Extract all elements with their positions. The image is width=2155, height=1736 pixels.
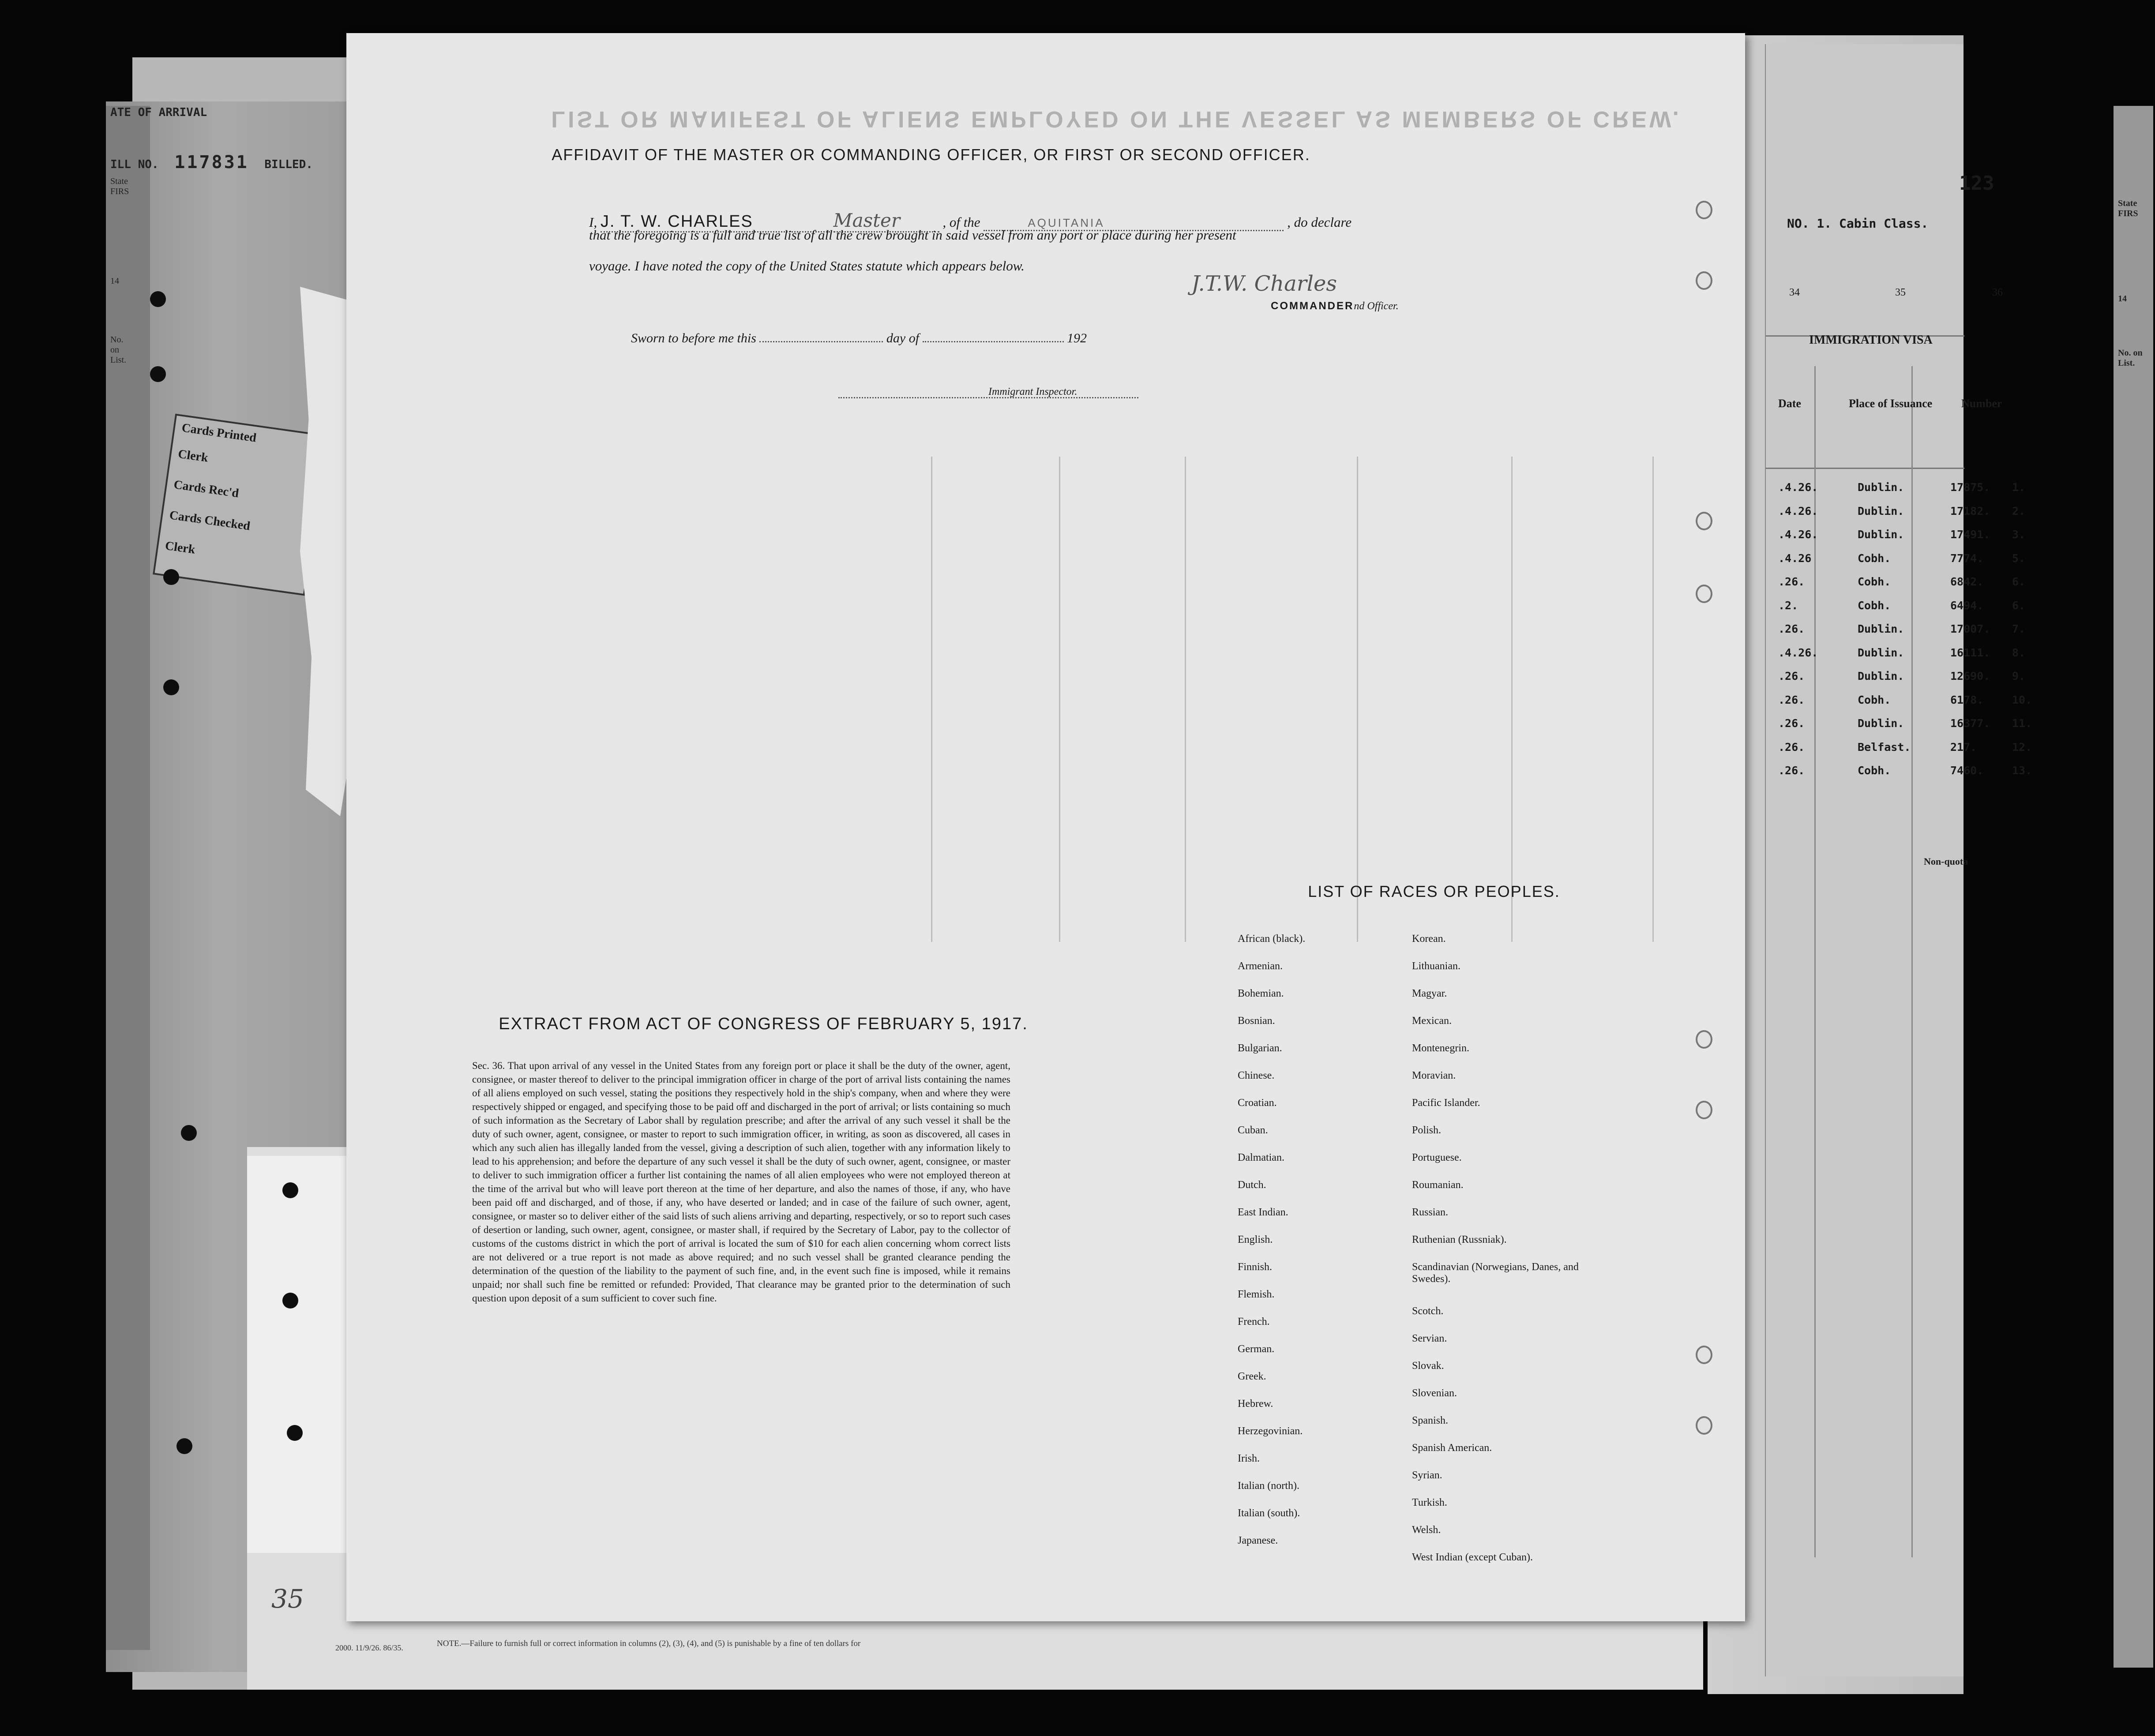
visa-header: IMMIGRATION VISA: [1809, 333, 1933, 347]
visa-line-number: 3.: [2012, 528, 2026, 541]
footer-note: NOTE.—Failure to furnish full or correct information in columns (2), (3), (4), and (5) is punishable by a fine of ten dollars for: [437, 1639, 861, 1648]
ring-hole: [1696, 201, 1712, 219]
race-item: Dalmatian.: [1238, 1152, 1284, 1163]
visa-number: 17491.: [1950, 528, 1990, 541]
visa-line-number: 9.: [2012, 670, 2026, 682]
ring-hole: [1696, 1416, 1712, 1435]
visa-line-number: 10.: [2012, 693, 2032, 706]
race-item: Spanish American.: [1412, 1442, 1492, 1454]
race-item: Finnish.: [1238, 1261, 1273, 1273]
do-declare: , do declare: [1287, 214, 1352, 230]
visa-place: Belfast.: [1858, 740, 1911, 754]
race-item: English.: [1238, 1234, 1273, 1245]
visa-date: .26.: [1778, 717, 1805, 730]
stamp-line-3: Cards Rec'd: [173, 477, 240, 501]
race-item: African (black).: [1238, 933, 1306, 945]
visa-number: 7460.: [1950, 764, 1984, 777]
binder-hole: [287, 1425, 303, 1441]
visa-date: .26.: [1778, 740, 1805, 754]
race-item: Cuban.: [1238, 1125, 1268, 1136]
col-14-label: 14: [110, 276, 119, 286]
race-item: Hebrew.: [1238, 1398, 1273, 1410]
race-item: Japanese.: [1238, 1535, 1278, 1546]
race-item: Greek.: [1238, 1371, 1266, 1382]
race-item: Bosnian.: [1238, 1015, 1275, 1027]
rank-handwritten: Master: [833, 210, 939, 232]
visa-date: .4.26.: [1778, 646, 1818, 659]
stamp-line-5: Clerk: [164, 539, 196, 557]
race-item: Dutch.: [1238, 1179, 1266, 1191]
ring-hole: [1696, 1101, 1712, 1119]
visa-date: .2.: [1778, 599, 1798, 612]
race-item: Roumanian.: [1412, 1179, 1464, 1191]
visa-place: Dublin.: [1858, 622, 1904, 635]
binder-hole: [176, 1438, 192, 1454]
binder-hole: [163, 679, 179, 695]
signature-caption: [1271, 300, 1399, 312]
race-item: German.: [1238, 1343, 1275, 1355]
visa-line-number: 11.: [2012, 717, 2032, 730]
visa-line-number: 8.: [2012, 646, 2026, 659]
officer-suffix: nd Officer.: [1354, 300, 1399, 312]
binder-hole: [150, 366, 166, 382]
master-name: J. T. W. CHARLES: [601, 212, 830, 232]
state-label: State: [110, 176, 128, 186]
race-item: Mexican.: [1412, 1015, 1452, 1027]
visa-line-number: 12.: [2012, 740, 2032, 754]
ruling-line: [1059, 457, 1060, 942]
ring-hole: [1696, 512, 1712, 530]
race-item: Scandinavian (Norwegians, Danes, and Swedes).: [1412, 1261, 1579, 1285]
race-item: Russian.: [1412, 1207, 1449, 1218]
ruling-line: [1185, 457, 1186, 942]
race-item: Magyar.: [1412, 988, 1447, 999]
visa-line-number: 2.: [2012, 504, 2026, 517]
extract-text: Sec. 36. That upon arrival of any vessel in the United States from any foreign port or place it shall be the duty of the owner, agent, consignee, or master thereof to deliver to the principal immigration officer in charge of the port of arrival lists containing the names of all aliens employed on such vessel, stating the positions they respectively hold in the ship's company, when and where they were respectively shipped or engaged, and specifying those to be paid off and discharged in the port of arrival; or lists containing so much of such information as the Secretary of Labor shall by regulation prescribe; and after the arrival of any such vessel it shall be the duty of such owner, agent, consignee, or master to report to such immigration officer, in writing, as soon as discovered, all cases in which any such alien has illegally landed from the vessel, giving a description of such alien, together with any information likely to lead to his apprehension; and before the departure of any such vessel it shall be the duty of such owner, agent, consignee, or master to deliver to such immigration officer a further list containing the names of all alien employees who were not employed thereon at the time of the arrival but who will leave port thereon at the time of her departure, and also the names of those, if any, who have been paid off and discharged, and of those, if any, who have deserted or landed; and in case of the failure of such owner, agent, consignee, or master so to deliver either of the said lists of such aliens arriving and departing, respectively, or so to report such cases of desertion or landing, such owner, agent, consignee, or master shall, if required by the Secretary of Labor, pay to the collector of customs of the customs district in which the port of arrival is located the sum of $10 for each alien concerning whom correct lists are not delivered or a true report is not made as above required; and no such vessel shall be granted clearance pending the determination of the question of the liability to the payment of such fine, and, in the event such fine is imposed, while it remains unpaid; nor shall such fine be remitted or refunded: Provided, That clearance may be granted prior to the determination of such question upon deposit of a sum sufficient to cover such fine.: [472, 1060, 1010, 1304]
affidavit-sheet: [346, 33, 1745, 1621]
binder-hole: [282, 1182, 298, 1198]
race-item: Spanish.: [1412, 1415, 1449, 1426]
race-item: Herzegovinian.: [1238, 1425, 1303, 1437]
visa-number: 6178.: [1950, 693, 1984, 706]
visa-col-place: Place of Issuance: [1849, 397, 1933, 410]
visa-line-number: 6.: [2012, 575, 2026, 588]
sworn-blank: [759, 341, 883, 342]
stamp-line-2: Clerk: [177, 447, 209, 465]
race-item: Flemish.: [1238, 1289, 1275, 1300]
visa-date: .4.26: [1778, 551, 1812, 565]
race-item: Italian (north).: [1238, 1480, 1299, 1492]
right-state-label: State: [2118, 199, 2137, 208]
sworn-line: [631, 331, 1087, 346]
corner-mark: 35: [271, 1584, 304, 1614]
race-item: Welsh.: [1412, 1524, 1441, 1536]
races-title: LIST OF RACES OR PEOPLES.: [1308, 882, 1560, 900]
visa-place: Cobh.: [1858, 693, 1891, 706]
affidavit-line-3: voyage. I have noted the copy of the United States statute which appears below.: [589, 258, 1025, 274]
affidavit-title: AFFIDAVIT OF THE MASTER OR COMMANDING OFFICER, OR FIRST OR SECOND OFFICER.: [552, 146, 1310, 164]
visa-number: 16111.: [1950, 646, 1990, 659]
affidavit-i: I,: [589, 214, 597, 230]
visa-number: 7774.: [1950, 551, 1984, 565]
of-the: , of the: [942, 214, 980, 230]
race-item: Pacific Islander.: [1412, 1097, 1480, 1109]
visa-col-number: Number: [1961, 397, 2002, 410]
visa-place: Dublin.: [1858, 646, 1904, 659]
ring-hole: [1696, 585, 1712, 603]
race-item: Scotch.: [1412, 1305, 1444, 1317]
race-item: Ruthenian (Russniak).: [1412, 1234, 1507, 1245]
race-item: Portuguese.: [1412, 1152, 1462, 1163]
right-firs-label: FIRS: [2118, 209, 2138, 218]
bleed-through-title: LIST OR MANIFEST OF ALIENS EMPLOYED ON THE VESSEL AS MEMBERS OF CREW.: [551, 106, 1682, 132]
stamp-line-1: Cards Printed: [180, 421, 257, 445]
race-item: French.: [1238, 1316, 1270, 1327]
bill-no-line: [110, 152, 313, 172]
ring-hole: [1696, 1346, 1712, 1364]
race-item: Chinese.: [1238, 1070, 1275, 1081]
date-of-arrival-label: ATE OF ARRIVAL: [110, 106, 207, 119]
visa-number: 16377.: [1950, 717, 1990, 730]
race-item: Bulgarian.: [1238, 1042, 1282, 1054]
visa-line-number: 6.: [2012, 599, 2026, 612]
right-side-labels: [2118, 199, 2153, 368]
visa-date: .26.: [1778, 670, 1805, 682]
race-item: East Indian.: [1238, 1207, 1288, 1218]
visa-number: 12690.: [1950, 670, 1990, 682]
stamp-line-4: Cards Checked: [169, 508, 251, 533]
binder-hole: [163, 569, 179, 585]
race-item: Slovenian.: [1412, 1387, 1457, 1399]
visa-date: .26.: [1778, 575, 1805, 588]
visa-number: 17182.: [1950, 504, 1990, 517]
billed-label: BILLED.: [264, 158, 313, 171]
firs-label: FIRS: [110, 187, 129, 196]
binder-hole: [181, 1125, 197, 1141]
sworn-label: Sworn to before me this: [631, 331, 756, 345]
race-item: Irish.: [1238, 1453, 1260, 1464]
bill-no-label: ILL NO.: [110, 158, 159, 171]
right-no-on-list-label: No. on List.: [2118, 348, 2143, 368]
visa-number: 217.: [1950, 740, 1977, 754]
bill-no: 117831: [174, 152, 249, 172]
race-item: Korean.: [1412, 933, 1446, 945]
ruling-line: [1511, 457, 1513, 942]
visa-date: .26.: [1778, 764, 1805, 777]
visa-number: 17007.: [1950, 622, 1990, 635]
race-item: Armenian.: [1238, 960, 1283, 972]
visa-line-number: 5.: [2012, 551, 2026, 565]
visa-place: Cobh.: [1858, 599, 1891, 612]
ruling-line: [1357, 457, 1358, 942]
col-35: 35: [1895, 287, 1906, 298]
visa-date: .4.26.: [1778, 504, 1818, 517]
visa-line-number: 13.: [2012, 764, 2032, 777]
race-item: Polish.: [1412, 1125, 1442, 1136]
race-item: Slovak.: [1412, 1360, 1444, 1372]
binder-hole: [150, 291, 166, 307]
visa-place: Dublin.: [1858, 528, 1904, 541]
ruling-line: [1652, 457, 1654, 942]
race-item: Servian.: [1412, 1333, 1447, 1344]
visa-place: Cobh.: [1858, 551, 1891, 565]
visa-place: Cobh.: [1858, 575, 1891, 588]
race-item: Syrian.: [1412, 1470, 1442, 1481]
race-item: Montenegrin.: [1412, 1042, 1469, 1054]
affidavit-line-2: that the foregoing is a full and true list of all the crew brought in said vessel from any port or place during her present: [589, 227, 1236, 243]
race-item: Turkish.: [1412, 1497, 1447, 1508]
visa-line-number: 7.: [2012, 622, 2026, 635]
visa-col-date: Date: [1778, 397, 1801, 410]
left-paper-slip: [247, 1156, 349, 1553]
col-34: 34: [1789, 287, 1800, 298]
print-code: 2000. 11/9/26. 86/35.: [335, 1643, 403, 1652]
right-col-14-label: 14: [2118, 294, 2127, 304]
visa-date: .4.26.: [1778, 481, 1818, 494]
ring-hole: [1696, 271, 1712, 290]
race-item: Croatian.: [1238, 1097, 1277, 1109]
race-item: West Indian (except Cuban).: [1412, 1552, 1533, 1563]
extract-title: EXTRACT FROM ACT OF CONGRESS OF FEBRUARY 5, 1917.: [499, 1015, 1028, 1033]
visa-place: Dublin.: [1858, 504, 1904, 517]
vessel-name: AQUITANIA: [984, 216, 1284, 231]
non-quota-note: Non-quota: [1924, 856, 1968, 867]
visa-number: 6494.: [1950, 599, 1984, 612]
race-item: Italian (south).: [1238, 1507, 1300, 1519]
day-of-label: day of: [886, 331, 920, 345]
day-blank: [923, 341, 1064, 342]
race-item: Bohemian.: [1238, 988, 1284, 999]
visa-number: 6842.: [1950, 575, 1984, 588]
col-36: 36: [1992, 287, 2003, 298]
no-on-list-label: No. on List.: [110, 335, 127, 365]
visa-line-number: 1.: [2012, 481, 2026, 494]
race-item: Lithuanian.: [1412, 960, 1460, 972]
page-number: 123: [1959, 172, 1994, 195]
visa-date: .26.: [1778, 622, 1805, 635]
year-label: 192: [1067, 331, 1087, 345]
race-item: Moravian.: [1412, 1070, 1456, 1081]
commander-label: COMMANDER: [1271, 300, 1354, 312]
ring-hole: [1696, 1030, 1712, 1049]
binder-hole: [282, 1293, 298, 1309]
left-side-labels: [110, 176, 128, 365]
master-signature: J.T.W. Charles: [1191, 271, 1337, 296]
ruling-line: [931, 457, 932, 942]
visa-place: Dublin.: [1858, 481, 1904, 494]
visa-date: .4.26.: [1778, 528, 1818, 541]
class-note: NO. 1. Cabin Class.: [1787, 216, 1929, 231]
inspector-label: Immigrant Inspector.: [988, 386, 1078, 397]
visa-date: .26.: [1778, 693, 1805, 706]
visa-place: Cobh.: [1858, 764, 1891, 777]
cards-stamp: [153, 414, 327, 596]
visa-number: 17875.: [1950, 481, 1990, 494]
visa-place: Dublin.: [1858, 670, 1904, 682]
visa-place: Dublin.: [1858, 717, 1904, 730]
